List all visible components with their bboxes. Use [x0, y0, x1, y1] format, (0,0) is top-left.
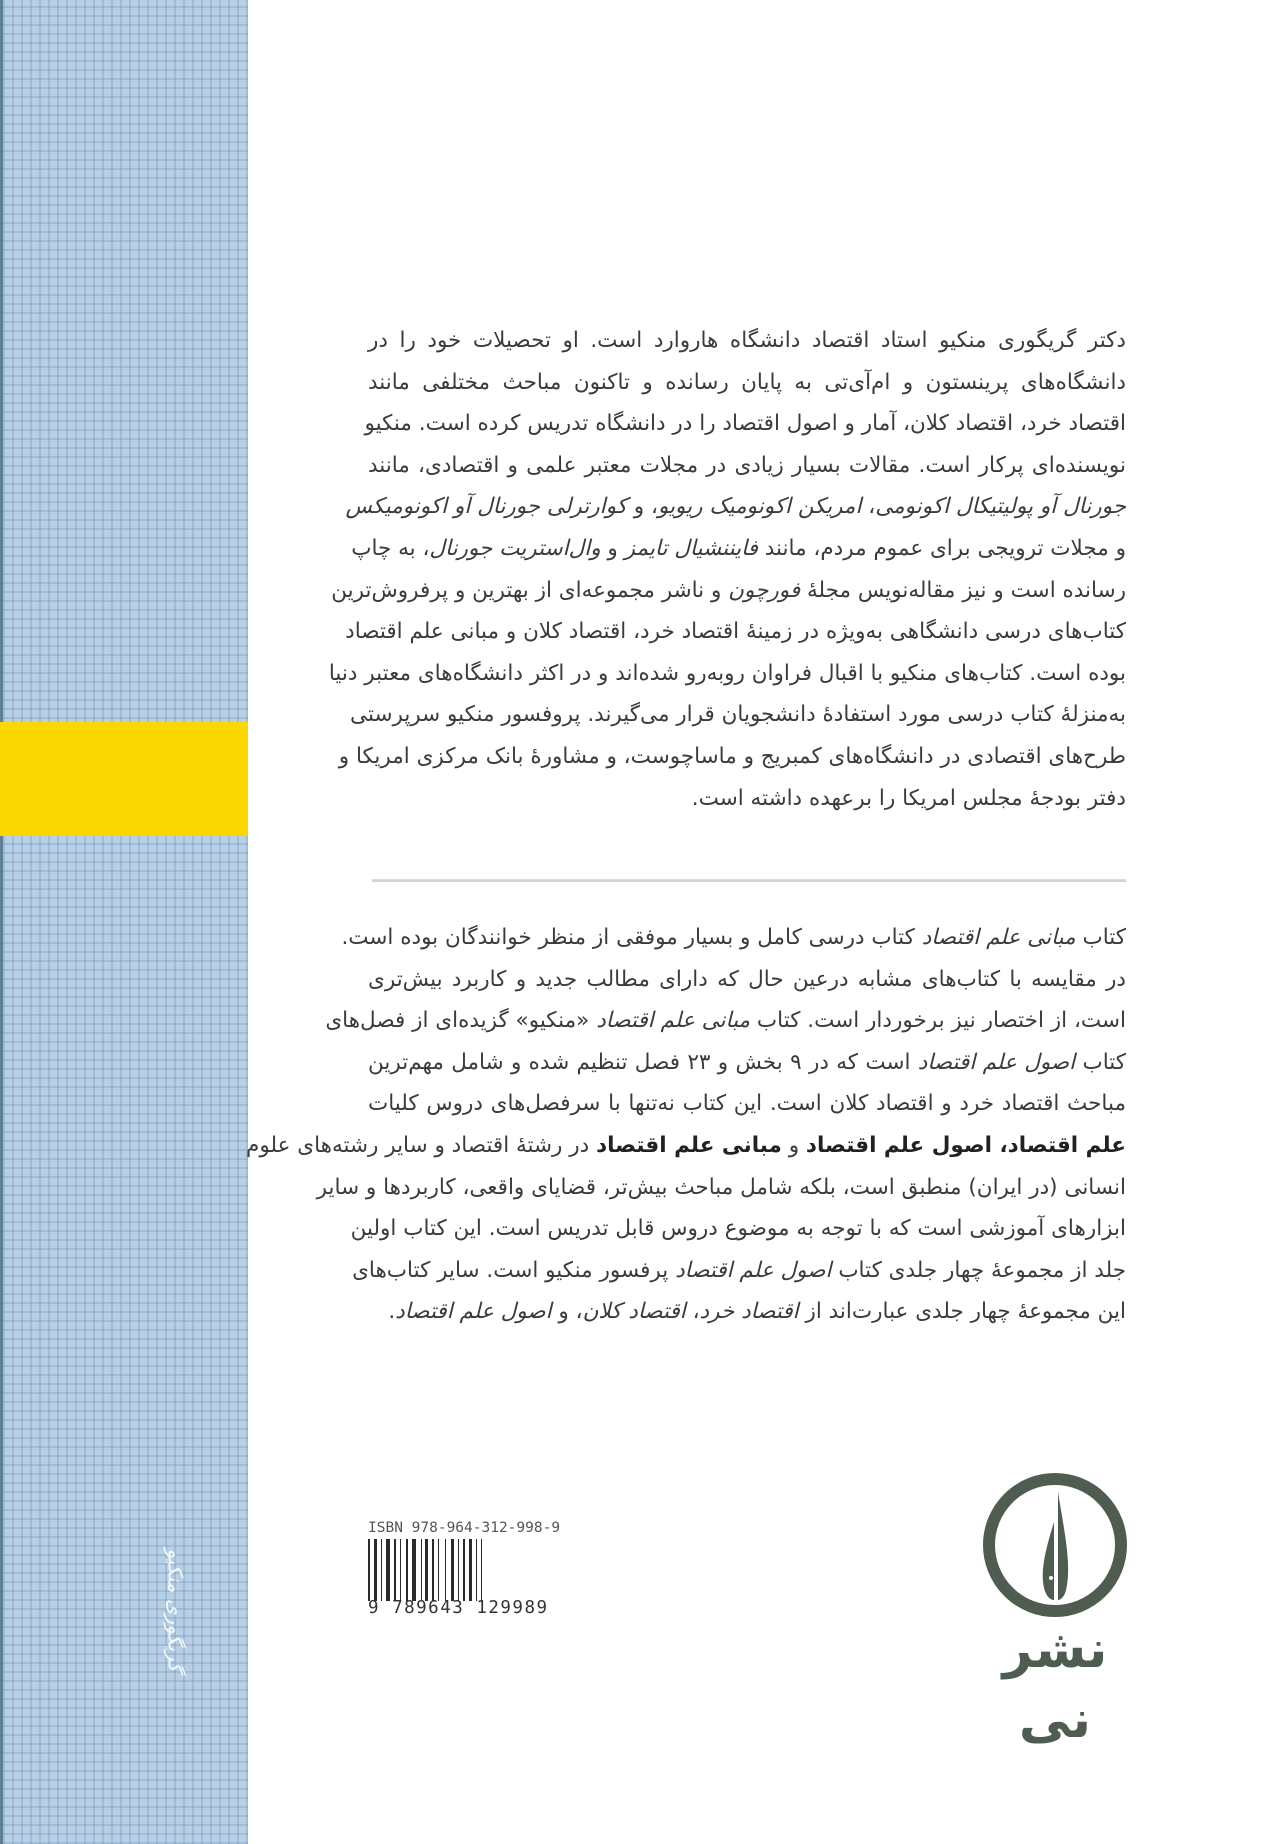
- text-line: اقتصاد خرد، اقتصاد کلان، آمار و اصول اقتصاد را در دانشگاه تدریس کرده است. منکیو: [364, 411, 1126, 437]
- yellow-accent-band: [0, 722, 248, 836]
- isbn-barcode-block: [368, 1520, 568, 1617]
- text-line: طرح‌های اقتصادی در دانشگاه‌های کمبریج و ماساچوست، و مشاورهٔ بانک مرکزی امریکا و: [338, 743, 1126, 769]
- text-line: دکتر گریگوری منکیو استاد اقتصاد دانشگاه هاروارد است. او تحصیلات خود را در: [368, 328, 1126, 353]
- text-line: کتاب مبانی علم اقتصاد کتاب درسی کامل و بسیار موفقی از منظر خوانندگان بوده است.: [341, 925, 1126, 950]
- text-line: مباحث اقتصاد خرد و اقتصاد کلان است. این کتاب نه‌تنها با سرفصل‌های دروس کلیات: [368, 1091, 1126, 1117]
- text-line: انسانی (در ایران) منطبق است، بلکه شامل مباحث بیش‌تر، قضایای واقعی، کاربردها و سایر: [316, 1174, 1126, 1200]
- about-author-paragraph: [328, 320, 1126, 819]
- author-signature: [146, 1515, 206, 1705]
- text-line: نویسنده‌ای پرکار است. مقالات بسیار زیادی در مجلات معتبر علمی و اقتصادی، مانند: [368, 452, 1126, 478]
- barcode-digits: 9 789643 129989: [368, 1598, 549, 1618]
- section-divider: [372, 879, 1126, 882]
- text-line: دانشگاه‌های پرینستون و ام‌آی‌تی به پایان رسانده و تاکنون مباحث مختلفی مانند: [368, 369, 1126, 395]
- barcode-icon: [368, 1539, 564, 1601]
- text-line: ابزارهای آموزشی است که با توجه به موضوع دروس قابل تدریس است. این کتاب اولین: [350, 1216, 1126, 1242]
- text-line: جلد از مجموعهٔ چهار جلدی کتاب اصول علم اقتصاد پرفسور منکیو است. سایر کتاب‌های: [352, 1257, 1126, 1283]
- author-signature-text: گریگوری منکیو: [164, 1548, 188, 1672]
- publisher-name: نشر نی: [1002, 1620, 1108, 1750]
- text-line: رسانده است و نیز مقاله‌نویس مجلهٔ فورچون و ناشر مجموعه‌ای از بهترین و پرفروش‌ترین: [331, 577, 1126, 603]
- text-line: جورنال آو پولیتیکال اکونومی، امریکن اکونومیک ریویو، و کوارترلی جورنال آو اکونومیکس: [345, 494, 1126, 520]
- text-line: در مقایسه با کتاب‌های مشابه درعین حال که دارای مطالب جدید و کاربرد بیش‌تری: [368, 966, 1126, 992]
- text-line: کتاب‌های درسی دانشگاهی به‌ویژه در زمینهٔ اقتصاد خرد، اقتصاد کلان و مبانی علم اقتصاد: [345, 619, 1126, 645]
- text-line: و مجلات ترویجی برای عموم مردم، مانند فایننشیال تایمز و وال‌استریت جورنال، به چاپ: [351, 535, 1126, 561]
- reed-leaf-in-circle-icon: [980, 1470, 1130, 1620]
- text-line: علم اقتصاد، اصول علم اقتصاد و مبانی علم اقتصاد در رشتهٔ اقتصاد و سایر رشته‌های علوم: [246, 1132, 1126, 1158]
- text-line: دفتر بودجهٔ مجلس امریکا را برعهده داشته است.: [691, 785, 1126, 811]
- isbn-label: ISBN 978-964-312-998-9: [368, 1520, 561, 1536]
- text-line: به‌منزلهٔ کتاب درسی مورد استفادهٔ دانشجویان قرار می‌گیرند. پروفسور منکیو سرپرستی: [350, 702, 1126, 728]
- text-line: این مجموعهٔ چهار جلدی عبارت‌اند از اقتصاد خرد، اقتصاد کلان، و اصول علم اقتصاد.: [388, 1299, 1126, 1325]
- about-book-paragraph: [246, 917, 1127, 1333]
- text-line: است، از اختصار نیز برخوردار است. کتاب مبانی علم اقتصاد «منکیو» گزیده‌ای از فصل‌های: [325, 1008, 1126, 1034]
- text-line: بوده است. کتاب‌های منکیو با اقبال فراوان روبه‌رو شده‌اند و در اکثر دانشگاه‌های معتبر دنیا: [328, 660, 1126, 686]
- text-line: کتاب اصول علم اقتصاد است که در ۹ بخش و ۲۳ فصل تنظیم شده و شامل مهم‌ترین: [368, 1049, 1127, 1075]
- blue-grid-strip: [0, 0, 248, 1844]
